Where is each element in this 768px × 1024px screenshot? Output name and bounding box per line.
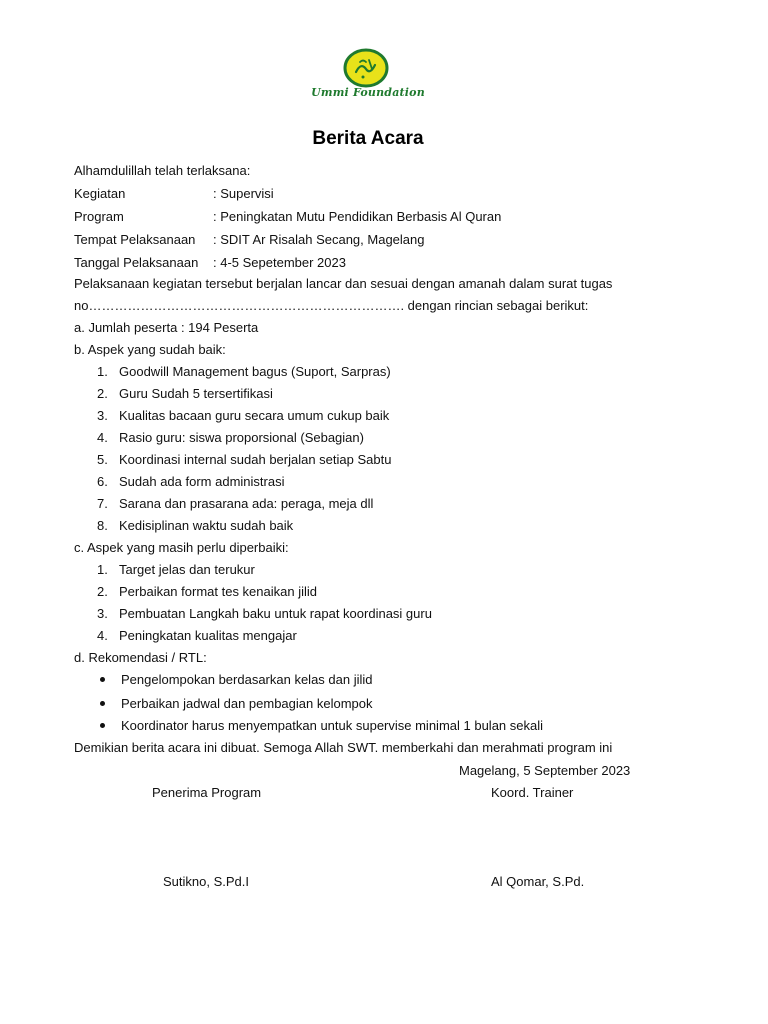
field-value: : SDIT Ar Risalah Secang, Magelang bbox=[213, 232, 425, 247]
field-row-tanggal bbox=[74, 255, 346, 271]
list-item: 2. Perbaikan format tes kenaikan jilid bbox=[97, 584, 317, 599]
section-c-heading: c. Aspek yang masih perlu diperbaiki: bbox=[74, 540, 289, 555]
field-row-kegiatan bbox=[74, 186, 274, 202]
bullet-icon bbox=[100, 723, 105, 728]
list-item: 2. Guru Sudah 5 tersertifikasi bbox=[97, 386, 273, 401]
field-value: : Peningkatan Mutu Pendidikan Berbasis Al Quran bbox=[213, 209, 502, 224]
bullet-item: Perbaikan jadwal dan pembagian kelompok bbox=[97, 696, 373, 712]
list-item: 4. Rasio guru: siswa proporsional (Sebagian) bbox=[97, 430, 364, 445]
field-row-program bbox=[74, 209, 501, 225]
section-b-heading: b. Aspek yang sudah baik: bbox=[74, 342, 226, 357]
signature-role-left: Penerima Program bbox=[152, 785, 262, 800]
field-label: Tanggal Pelaksanaan bbox=[74, 255, 199, 270]
paragraph-line-1: Pelaksanaan kegiatan tersebut berjalan lancar dan sesuai dengan amanah dalam surat tugas bbox=[74, 276, 613, 291]
signature-name-left: Sutikno, S.Pd.I bbox=[163, 874, 249, 889]
logo-emblem-icon bbox=[343, 48, 389, 88]
field-label: Tempat Pelaksanaan bbox=[74, 232, 196, 247]
field-label: Program bbox=[74, 209, 124, 224]
bullet-item: Pengelompokan berdasarkan kelas dan jilid bbox=[97, 672, 373, 688]
section-d-heading: d. Rekomendasi / RTL: bbox=[74, 650, 207, 665]
list-item: 4. Peningkatan kualitas mengajar bbox=[97, 628, 297, 643]
list-item: 1. Goodwill Management bagus (Suport, Sarpras) bbox=[97, 364, 391, 379]
list-item: 6. Sudah ada form administrasi bbox=[97, 474, 285, 489]
signature-role-right: Koord. Trainer bbox=[491, 785, 574, 800]
logo-wordmark: Ummi Foundation bbox=[311, 86, 425, 99]
field-value: : Supervisi bbox=[213, 186, 274, 201]
closing-statement: Demikian berita acara ini dibuat. Semoga Allah SWT. memberkahi dan merahmati program ini bbox=[74, 740, 613, 755]
bullet-icon bbox=[100, 677, 105, 682]
section-a-participants: a. Jumlah peserta : 194 Peserta bbox=[74, 320, 259, 335]
place-date: Magelang, 5 September 2023 bbox=[459, 763, 631, 778]
paragraph-line-2: no………………………………………………………………. dengan rincian sebagai berikut: bbox=[74, 298, 589, 313]
bullet-item: Koordinator harus menyempatkan untuk supervise minimal 1 bulan sekali bbox=[97, 718, 543, 734]
ummi-foundation-logo bbox=[305, 48, 431, 104]
list-item: 3. Kualitas bacaan guru secara umum cukup baik bbox=[97, 408, 390, 423]
signature-name-right: Al Qomar, S.Pd. bbox=[491, 874, 585, 889]
list-item: 3. Pembuatan Langkah baku untuk rapat koordinasi guru bbox=[97, 606, 432, 621]
list-item: 8. Kedisiplinan waktu sudah baik bbox=[97, 518, 294, 533]
document-title: Berita Acara bbox=[312, 128, 424, 149]
intro-text: Alhamdulillah telah terlaksana: bbox=[74, 163, 251, 178]
bullet-icon bbox=[100, 701, 105, 706]
list-item: 7. Sarana dan prasarana ada: peraga, meja dll bbox=[97, 496, 374, 511]
field-value: : 4-5 Sepetember 2023 bbox=[213, 255, 346, 270]
field-label: Kegiatan bbox=[74, 186, 126, 201]
list-item: 1. Target jelas dan terukur bbox=[97, 562, 255, 577]
list-item: 5. Koordinasi internal sudah berjalan setiap Sabtu bbox=[97, 452, 392, 467]
field-row-tempat bbox=[74, 232, 425, 248]
